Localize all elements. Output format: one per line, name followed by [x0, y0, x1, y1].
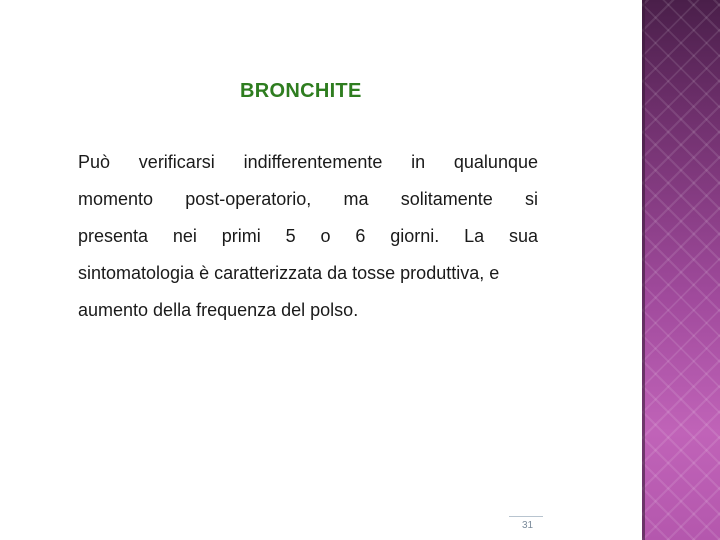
body-line-4: sintomatologia è caratterizzata da tosse produttiva, e [78, 263, 500, 283]
decorative-side-band [642, 0, 720, 540]
slide-title: BRONCHITE [240, 80, 362, 102]
body-line-1: Può verificarsi indifferentemente in qualunque [78, 152, 538, 172]
body-line-5: aumento della frequenza del polso. [78, 300, 359, 320]
side-band-edge [642, 0, 645, 540]
body-line-3: presenta nei primi 5 o 6 giorni. La sua [78, 226, 538, 246]
slide-body [78, 148, 538, 333]
page-number: 31 [522, 520, 534, 531]
body-line-2: momento post-operatorio, ma solitamente si [78, 189, 538, 209]
page-number-rule [509, 516, 543, 517]
